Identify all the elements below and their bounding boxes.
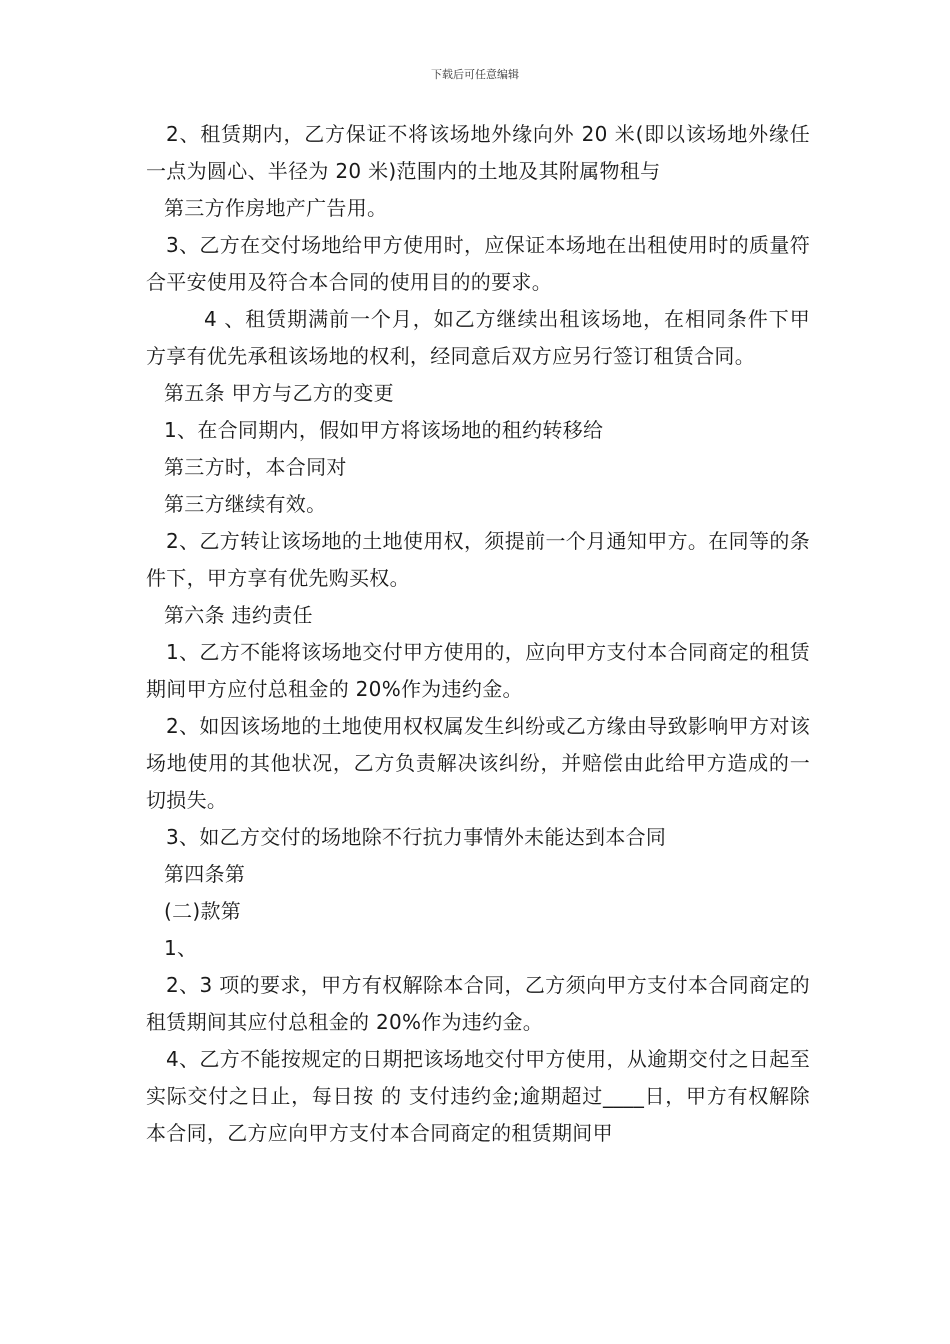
paragraph: 第三方时，本合同对 xyxy=(164,455,347,479)
paragraph: 4 、租赁期满前一个月，如乙方继续出租该场地，在相同条件下甲方享有优先承租该场地的权利，经同意后双方应另行签订租赁合同。 xyxy=(146,307,810,368)
paragraph: 2、如因该场地的土地使用权权属发生纠纷或乙方缘由导致影响甲方对该场地使用的其他状况，乙方负责解决该纠纷，并赔偿由此给甲方造成的一切损失。 xyxy=(146,714,810,812)
paragraph: 第三方作房地产广告用。 xyxy=(164,196,388,220)
paragraph: 3、乙方在交付场地给甲方使用时，应保证本场地在出租使用时的质量符合平安使用及符合本合同的使用目的的要求。 xyxy=(146,233,810,294)
paragraph: 2、3 项的要求，甲方有权解除本合同，乙方须向甲方支付本合同商定的租赁期间其应付总租金的 20%作为违约金。 xyxy=(146,973,810,1034)
paragraph: 4、乙方不能按规定的日期把该场地交付甲方使用，从逾期交付之日起至实际交付之日止，每日按 的 支付违约金;逾期超过____日，甲方有权解除本合同，乙方应向甲方支付本合同商定的租赁期间甲 xyxy=(146,1047,810,1145)
paragraph: (二)款第 xyxy=(164,899,242,923)
paragraph: 3、如乙方交付的场地除不行抗力事情外未能达到本合同 xyxy=(166,825,667,849)
page-header: 下载后可任意编辑 xyxy=(431,68,519,81)
paragraph: 1、在合同期内，假如甲方将该场地的租约转移给 xyxy=(164,418,604,442)
paragraph: 第三方继续有效。 xyxy=(164,492,327,516)
paragraph: 2、乙方转让该场地的土地使用权，须提前一个月通知甲方。在同等的条件下，甲方享有优先购买权。 xyxy=(146,529,810,590)
section-heading: 第五条 甲方与乙方的变更 xyxy=(164,381,394,405)
paragraph: 1、乙方不能将该场地交付甲方使用的，应向甲方支付本合同商定的租赁期间甲方应付总租金的 20%作为违约金。 xyxy=(146,640,810,701)
paragraph: 2、租赁期内，乙方保证不将该场地外缘向外 20 米(即以该场地外缘任一点为圆心、半径为 20 米)范围内的土地及其附属物租与 xyxy=(146,122,810,183)
document-body xyxy=(146,116,810,1152)
section-heading: 第六条 违约责任 xyxy=(164,603,313,627)
paragraph: 1、 xyxy=(164,936,198,960)
paragraph: 第四条第 xyxy=(164,862,246,886)
